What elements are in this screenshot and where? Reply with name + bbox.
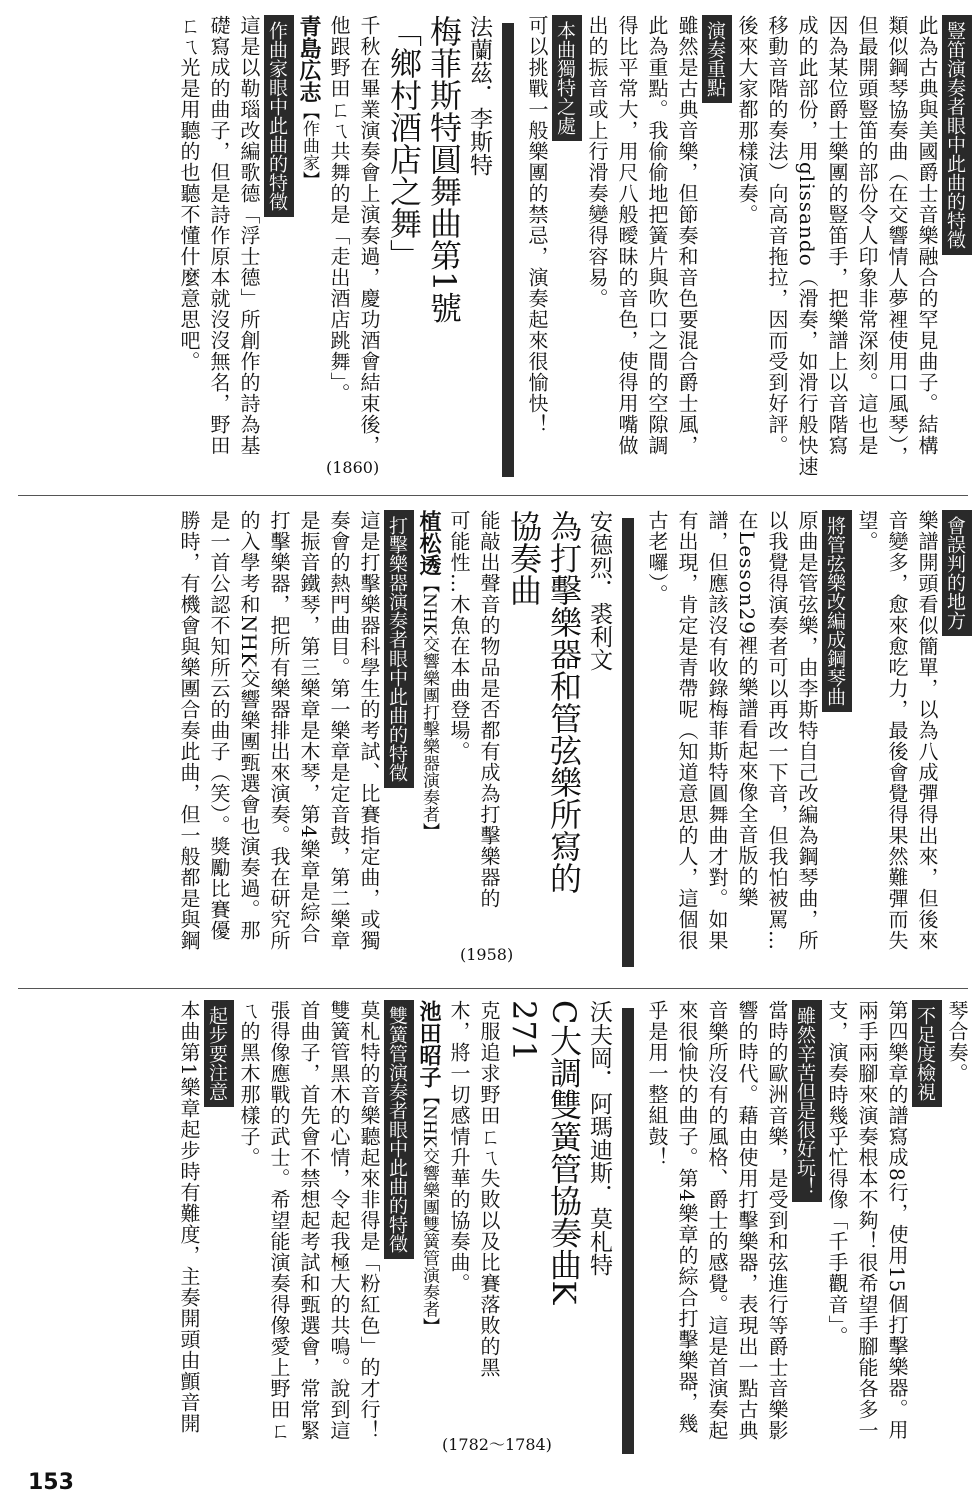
text-line: 後來大家都那樣演奏。: [735, 15, 759, 225]
composer-name: 安德烈．裘利文: [586, 510, 612, 671]
text-line: 但最開頭豎笛的部份令人印象非常深刻。這也是: [855, 15, 879, 456]
piece-year: (1860): [326, 458, 380, 477]
performer-name: 池田昭子【NHK交響樂團雙簧管演奏者】: [416, 1000, 442, 1335]
divider-bar: [622, 1008, 634, 1454]
piece-title: C大調雙簧管協奏曲K: [545, 1000, 583, 1305]
text-line: 響的時代。藉由使用打擊樂器，表現出一點古典: [735, 1000, 759, 1441]
text-line: 類似鋼琴協奏曲（在交響情人夢裡使用口風琴），: [885, 15, 909, 467]
section-heading: 不足度檢視: [912, 1000, 942, 1462]
text-line: 出的振音或上行滑奏變得容易。: [585, 15, 609, 309]
text-line: 雙簧管黑木的心情，令起我極大的共鳴。說到這: [327, 1000, 351, 1441]
tier-1: [0, 15, 980, 485]
text-line: 可能性…木魚在本曲登場。: [447, 510, 471, 762]
performer-name: 植松透【NHK交響樂團打擊樂器演奏者】: [416, 510, 442, 840]
tier-2: [0, 510, 980, 975]
piece-title: 271: [505, 1000, 543, 1062]
text-line: 此為古典與美國爵士音樂融合的罕見曲子。結構: [915, 15, 939, 456]
text-line: 張得像應戰的武士。希望能演奏得像愛上野田ㄈ: [267, 1000, 291, 1441]
divider-bar: [502, 23, 514, 477]
section-heading: 演奏重點: [702, 15, 732, 485]
piece-year: (1958): [460, 945, 514, 964]
text-line: 琴合奏。: [945, 1000, 969, 1084]
section-heading: 將管弦樂改編成鋼琴曲: [822, 510, 852, 975]
text-line: 千秋在畢業演奏會上演奏過，慶功酒會結束後，: [357, 15, 381, 456]
performer-name: 青島広志【作曲家】: [296, 15, 322, 188]
text-line: 樂譜開頭看似簡單，以為八成彈得出來，但後來: [915, 510, 939, 951]
text-line: 得比平常大，用尺八般曖昧的音色，使得用嘴做: [615, 15, 639, 456]
section-heading: 雖然辛苦但是很好玩！: [792, 1000, 822, 1462]
text-line: 是振音鐵琴，第三樂章是木琴，第4樂章是綜合: [297, 510, 321, 944]
piece-year: (1782〜1784): [442, 1435, 552, 1454]
text-line: 克服追求野田ㄈㄟ失敗以及比賽落敗的黑: [477, 1000, 501, 1378]
text-line: 木，將一切感情升華的協奏曲。: [447, 1000, 471, 1294]
divider-bar: [622, 518, 634, 967]
section-heading: 會誤判的地方: [942, 510, 972, 975]
text-line: 勝時，有機會與樂團合奏此曲，但一般都是與鋼: [177, 510, 201, 951]
text-line: 移動音階的奏法）向高音拖拉，因而受到好評。: [765, 15, 789, 456]
text-line: 支，演奏時幾乎忙得像「千手觀音」。: [825, 1000, 849, 1347]
text-line: 礎寫成的曲子，但是詩作原本就沒沒無名，野田: [207, 15, 231, 456]
section-heading: 打擊樂器演奏者眼中此曲的特徵: [384, 510, 414, 975]
section-heading: 起步要注意: [204, 1000, 234, 1462]
tier-divider: [18, 495, 968, 496]
piece-title: 為打擊樂器和管弦樂所寫的: [545, 510, 583, 894]
tier-3: [0, 1000, 980, 1462]
text-line: 乎是用一整組鼓！: [645, 1000, 669, 1168]
text-line: 本曲第1樂章起步時有難度，主奏開頭由顫音開: [177, 1000, 201, 1434]
text-line: 的入學考和NHK交響樂團甄選會也演奏過。那: [237, 510, 261, 941]
text-line: 奏會的熱門曲目。第一樂章是定音鼓，第二樂章: [327, 510, 351, 951]
text-line: 望。: [855, 510, 879, 552]
section-heading: 雙簧管演奏者眼中此曲的特徵: [384, 1000, 414, 1462]
text-line: 因為某位爵士樂團的豎笛手，把樂譜上以音階寫: [825, 15, 849, 456]
text-line: 以我覺得演奏者可以再改一下音，但我怕被罵…: [765, 510, 789, 951]
text-line: 原曲是管弦樂，由李斯特自己改編為鋼琴曲，所: [795, 510, 819, 951]
text-line: 首曲子，首先會不禁想起考試和甄選會，常常緊: [297, 1000, 321, 1441]
section-heading: 本曲獨特之處: [552, 15, 582, 485]
text-line: 有出現，肯定是青帶呢（知道意思的人，這個很: [675, 510, 699, 951]
composer-name: 法蘭茲．李斯特: [466, 15, 492, 176]
section-heading: 作曲家眼中此曲的特徵: [264, 15, 294, 485]
text-line: 當時的歐洲音樂，是受到和弦進行等爵士音樂影: [765, 1000, 789, 1441]
text-line: 譜，但應該沒有收錄梅菲斯特圓舞曲才對。如果: [705, 510, 729, 951]
piece-title: 梅菲斯特圓舞曲第1號: [425, 15, 463, 324]
text-line: 他跟野田ㄈㄟ共舞的是「走出酒店跳舞」。: [327, 15, 351, 404]
text-line: 能敲出聲音的物品是否都有成為打擊樂器的: [477, 510, 501, 909]
composer-name: 沃夫岡．阿瑪迪斯．莫札特: [586, 1000, 612, 1276]
piece-title: 協奏曲: [505, 510, 543, 606]
text-line: 莫札特的音樂聽起來非得是「粉紅色」的才行！: [357, 1000, 381, 1441]
text-line: 音變多，愈來愈吃力，最後會覺得果然難彈而失: [885, 510, 909, 951]
text-line: ㄟ的黑木那樣子。: [237, 1000, 261, 1168]
text-line: 古老囉）。: [645, 510, 669, 605]
text-line: 在Lesson29裡的樂譜看起來像全音版的樂: [735, 510, 759, 909]
text-line: 可以挑戰一般樂團的禁忌，演奏起來很愉快！: [525, 15, 549, 435]
text-line: 打擊樂器，把所有樂器排出來演奏。我在研究所: [267, 510, 291, 951]
tier-divider: [18, 988, 968, 989]
text-line: ㄈㄟ光是用聽的也聽不懂什麼意思吧。: [177, 15, 201, 372]
text-line: 兩手兩腳來演奏根本不夠！很希望手腳能各多一: [855, 1000, 879, 1441]
text-line: 這是打擊樂器科學生的考試、比賽指定曲，或獨: [357, 510, 381, 951]
section-heading: 豎笛演奏者眼中此曲的特徵: [942, 15, 972, 485]
page-number: 153: [28, 1470, 74, 1495]
text-line: 雖然是古典音樂，但節奏和音色要混合爵士風，: [675, 15, 699, 456]
text-line: 音樂所沒有的風格、爵士的感覺。這是首演奏起: [705, 1000, 729, 1441]
text-line: 此為重點。我偷偷地把簧片與吹口之間的空隙調: [645, 15, 669, 456]
piece-title: 「鄉村酒店之舞」: [385, 15, 423, 271]
text-line: 這是以勒瑙改編歌德「浮士德」所創作的詩為基: [237, 15, 261, 456]
text-line: 來很愉快的曲子。第4樂章的綜合打擊樂器，幾: [675, 1000, 699, 1434]
text-line: 是一首公認不知所云的曲子（笑）。獎勵比賽優: [207, 510, 231, 941]
text-line: 成的此部份，用glissando（滑奏，如滑行般快速: [795, 15, 819, 477]
text-line: 第四樂章的譜寫成8行，使用15個打擊樂器。用: [885, 1000, 909, 1441]
